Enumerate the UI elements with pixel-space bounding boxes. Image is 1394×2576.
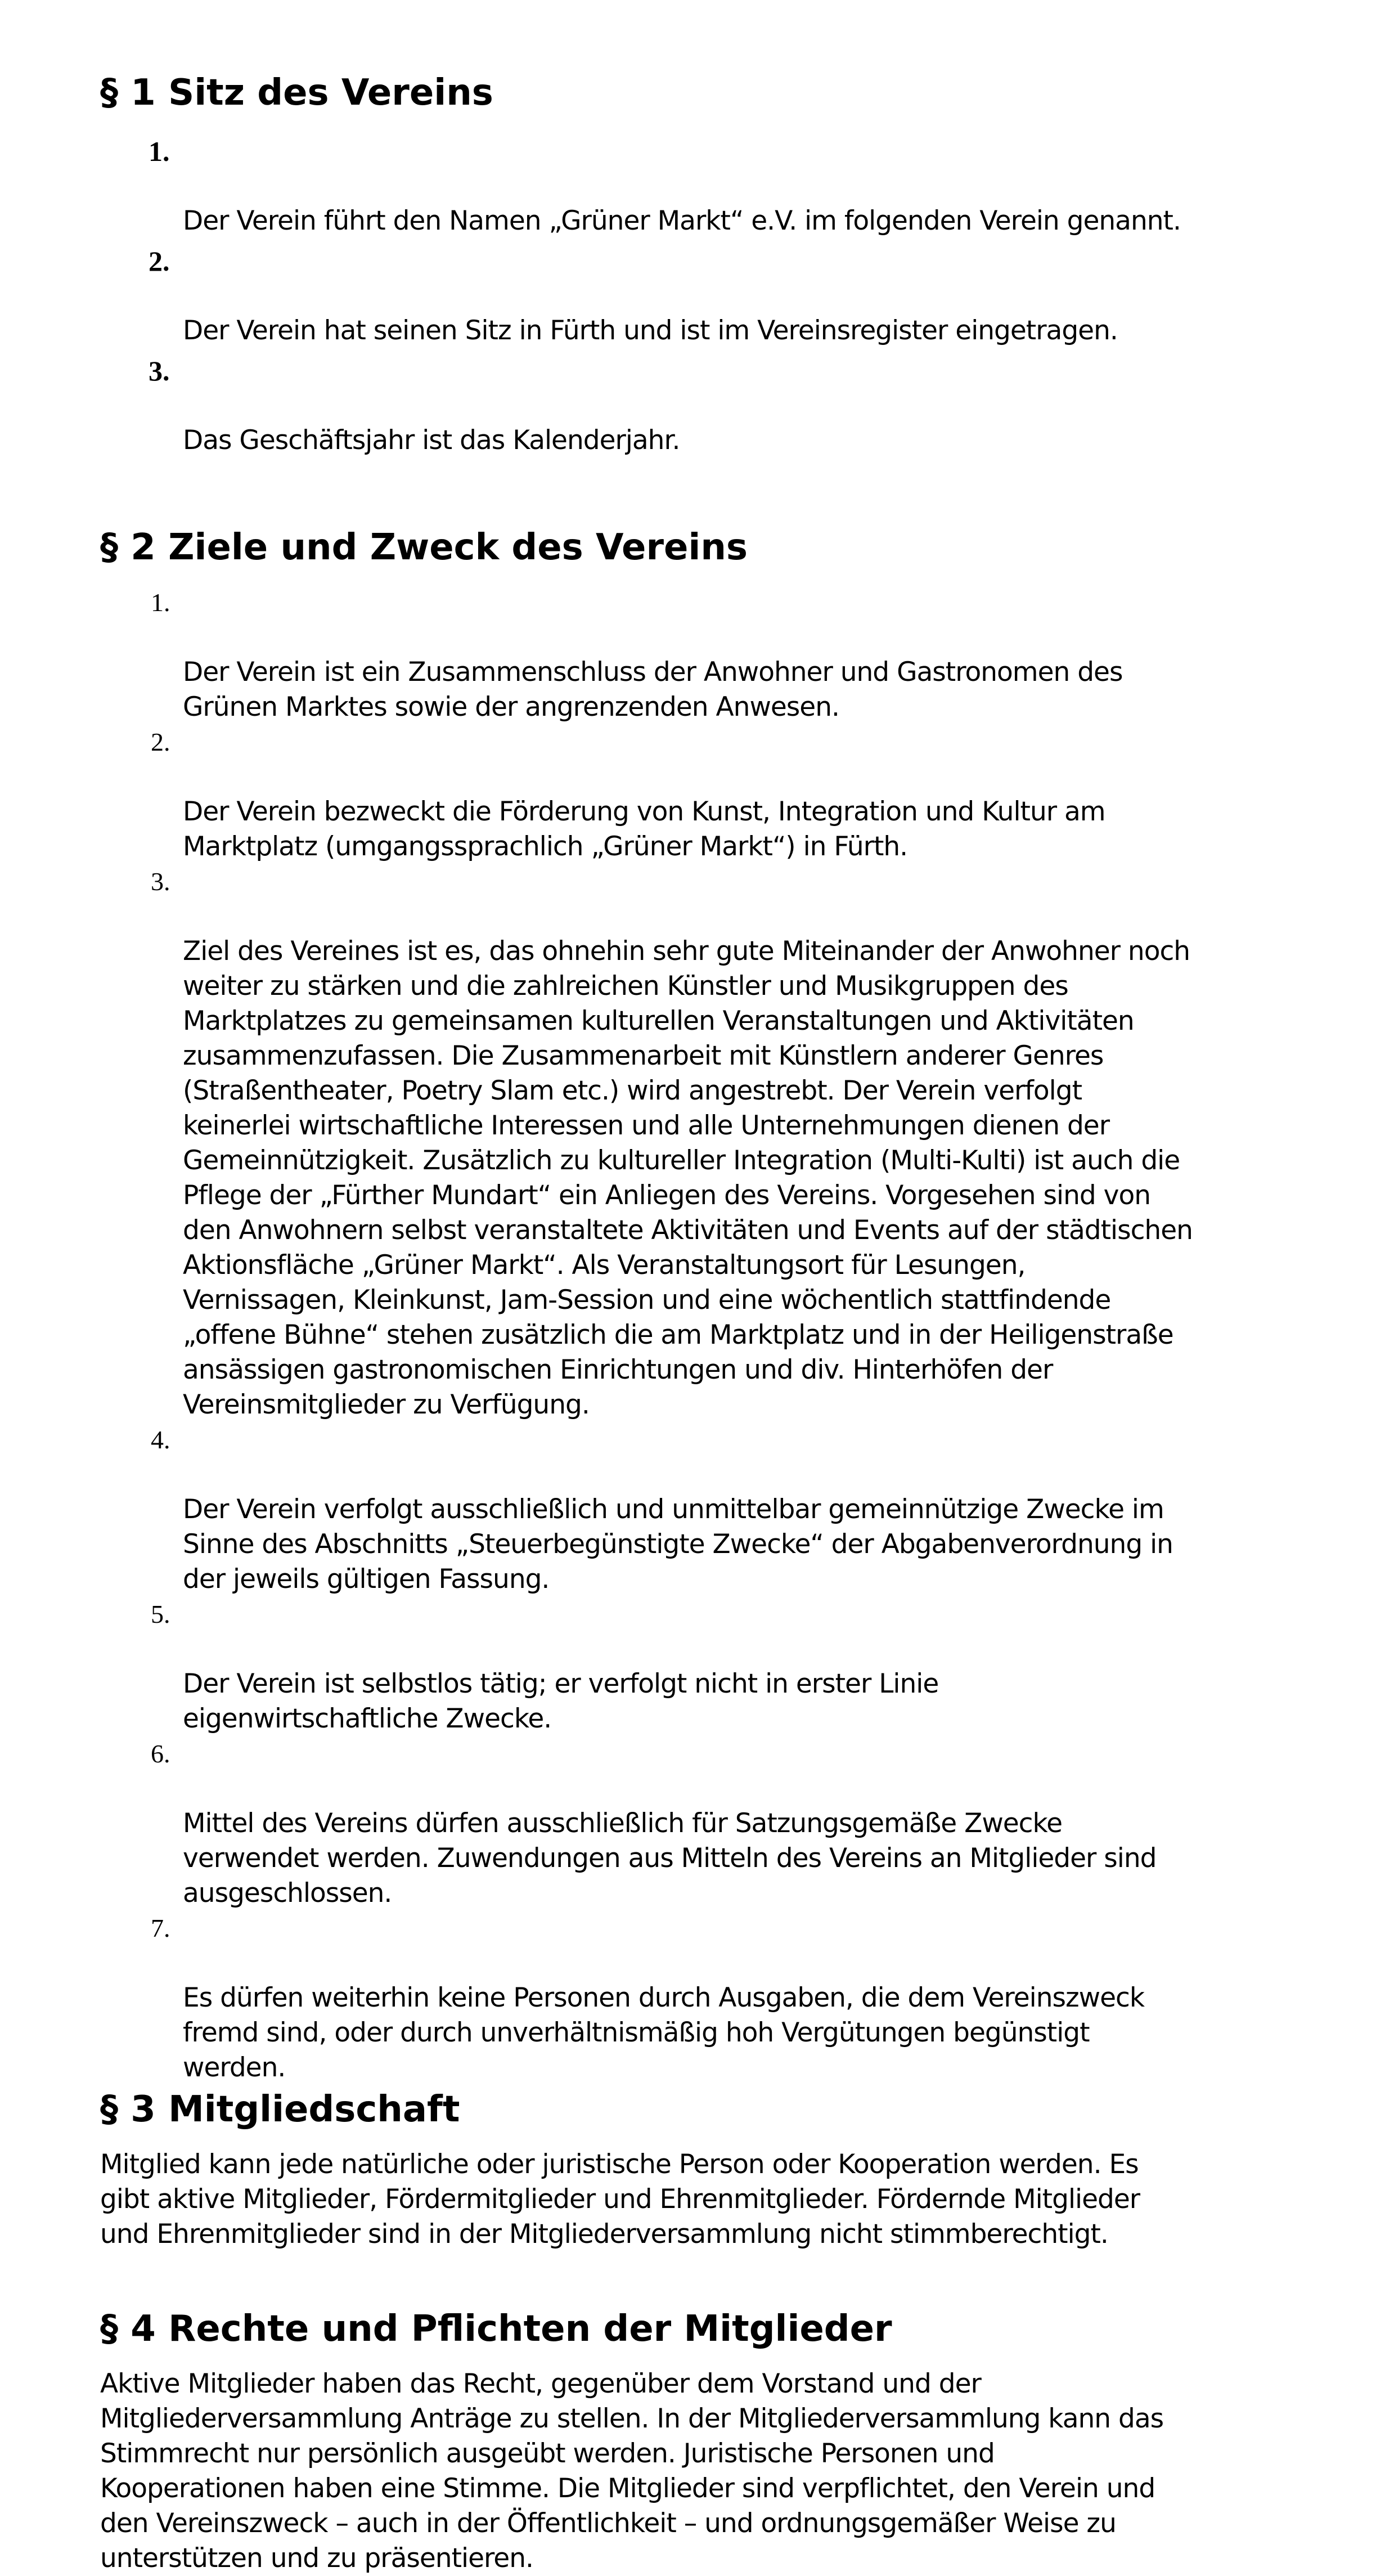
list-item-number: 3. (149, 355, 170, 387)
section-1-sitz-des-vereins (100, 72, 1299, 458)
section-1-list (100, 134, 1299, 458)
section-1-heading: § 1 Sitz des Vereins (100, 72, 493, 114)
section-3-heading: § 3 Mitgliedschaft (100, 2089, 460, 2130)
list-item-number: 2. (151, 728, 170, 756)
list-item-number: 2. (149, 245, 170, 277)
list-item-text: Der Verein ist selbstlos tätig; er verfolgt nicht in erster Linie eigenwirtschaftliche Zwecke. (183, 1668, 939, 1734)
section-2-heading: § 2 Ziele und Zweck des Vereins (100, 527, 748, 568)
list-item-number: 1. (149, 136, 170, 167)
list-item (100, 353, 1299, 458)
section-2-list (100, 585, 1299, 2085)
list-item-number: 1. (151, 588, 170, 617)
list-item-number: 5. (151, 1600, 170, 1628)
list-item-number: 3. (151, 867, 170, 896)
section-4-rechte-und-pflichten (100, 2308, 1299, 2576)
section-4-paragraph: Aktive Mitglieder haben das Recht, gegenüber dem Vorstand und der Mitgliederversammlung Anträge zu stellen. In der Mitgliederversammlung kann das Stimmrecht nur persönlich ausgeübt werden. Juristische Personen und Kooperationen haben eine Stimme. Die Mitglieder sind verpflichtet, den Verein und den Vereinszweck – auch in der Öffentlichkeit – und ordnungsgemäßer Weise zu unterstützen und zu präsentieren. (100, 2368, 1164, 2574)
list-item-text: Mittel des Vereins dürfen ausschließlich für Satzungsgemäße Zwecke verwendet werden. Zuwendungen aus Mitteln des Vereins an Mitglieder sind ausgeschlossen. (183, 1808, 1157, 1909)
list-item-number: 4. (151, 1425, 170, 1454)
list-item (100, 1422, 1299, 1597)
list-item-number: 7. (151, 1914, 170, 1942)
list-item-text: Der Verein bezweckt die Förderung von Kunst, Integration und Kultur am Marktplatz (umgangssprachlich „Grüner Markt“) in Fürth. (183, 796, 1105, 862)
list-item (100, 1736, 1299, 1911)
list-item-text: Es dürfen weiterhin keine Personen durch Ausgaben, die dem Vereinszweck fremd sind, oder durch unverhältnismäßig hoh Vergütungen begünstigt werden. (183, 1982, 1145, 2083)
section-3-paragraph: Mitglied kann jede natürliche oder juristische Person oder Kooperation werden. Es gibt aktive Mitglieder, Fördermitglieder und Ehrenmitglieder. Fördernde Mitglieder und Ehrenmitglieder sind in der Mitgliederversammlung nicht stimmberechtigt. (100, 2149, 1140, 2250)
list-item-text: Der Verein führt den Namen „Grüner Markt“ e.V. im folgenden Verein genannt. (183, 205, 1181, 236)
list-item-text: Der Verein ist ein Zusammenschluss der Anwohner und Gastronomen des Grünen Marktes sowie der angrenzenden Anwesen. (183, 657, 1123, 722)
list-item (100, 1911, 1299, 2085)
list-item-text: Der Verein verfolgt ausschließlich und unmittelbar gemeinnützige Zwecke im Sinne des Abschnitts „Steuerbegünstigte Zwecke“ der Abgabenverordnung in der jeweils gültigen Fassung. (183, 1494, 1173, 1595)
list-item (100, 725, 1299, 864)
section-4-heading: § 4 Rechte und Pflichten der Mitglieder (100, 2308, 892, 2350)
list-item (100, 244, 1299, 348)
list-item (100, 134, 1299, 239)
list-item (100, 1597, 1299, 1736)
list-item (100, 864, 1299, 1422)
list-item-text: Das Geschäftsjahr ist das Kalenderjahr. (183, 425, 680, 456)
list-item-number: 6. (151, 1739, 170, 1768)
section-2-ziele-und-zweck (100, 527, 1299, 2085)
list-item-text: Ziel des Vereines ist es, das ohnehin sehr gute Miteinander der Anwohner noch weiter zu stärken und die zahlreichen Künstler und Musikgruppen des Marktplatzes zu gemeinsamen kulturellen Veranstaltungen und Aktivitäten zusammenzufassen. Die Zusammenarbeit mit Künstlern anderer Genres (Straßentheater, Poetry Slam etc.) wird angestrebt. Der Verein verfolgt keinerlei wirtschaftliche Interessen und alle Unternehmungen dienen der Gemeinnützigkeit. Zusätzlich zu kultureller Integration (Multi-Kulti) ist auch die Pflege der „Fürther Mundart“ ein Anliegen des Vereins. Vorgesehen sind von den Anwohnern selbst veranstaltete Aktivitäten und Events auf der städtischen Aktionsfläche „Grüner Markt“. Als Veranstaltungsort für Lesungen, Vernissagen, Kleinkunst, Jam-Session und eine wöchentlich stattfindende „offene Bühne“ stehen zusätzlich die am Marktplatz und in der Heiligenstraße ansässigen gastronomischen Einrichtungen und div. Hinterhöfen der Vereinsmitglieder zu Verfügung. (183, 936, 1193, 1420)
list-item (100, 585, 1299, 725)
list-item-text: Der Verein hat seinen Sitz in Fürth und ist im Vereinsregister eingetragen. (183, 315, 1118, 346)
section-3-mitgliedschaft (100, 2089, 1299, 2252)
